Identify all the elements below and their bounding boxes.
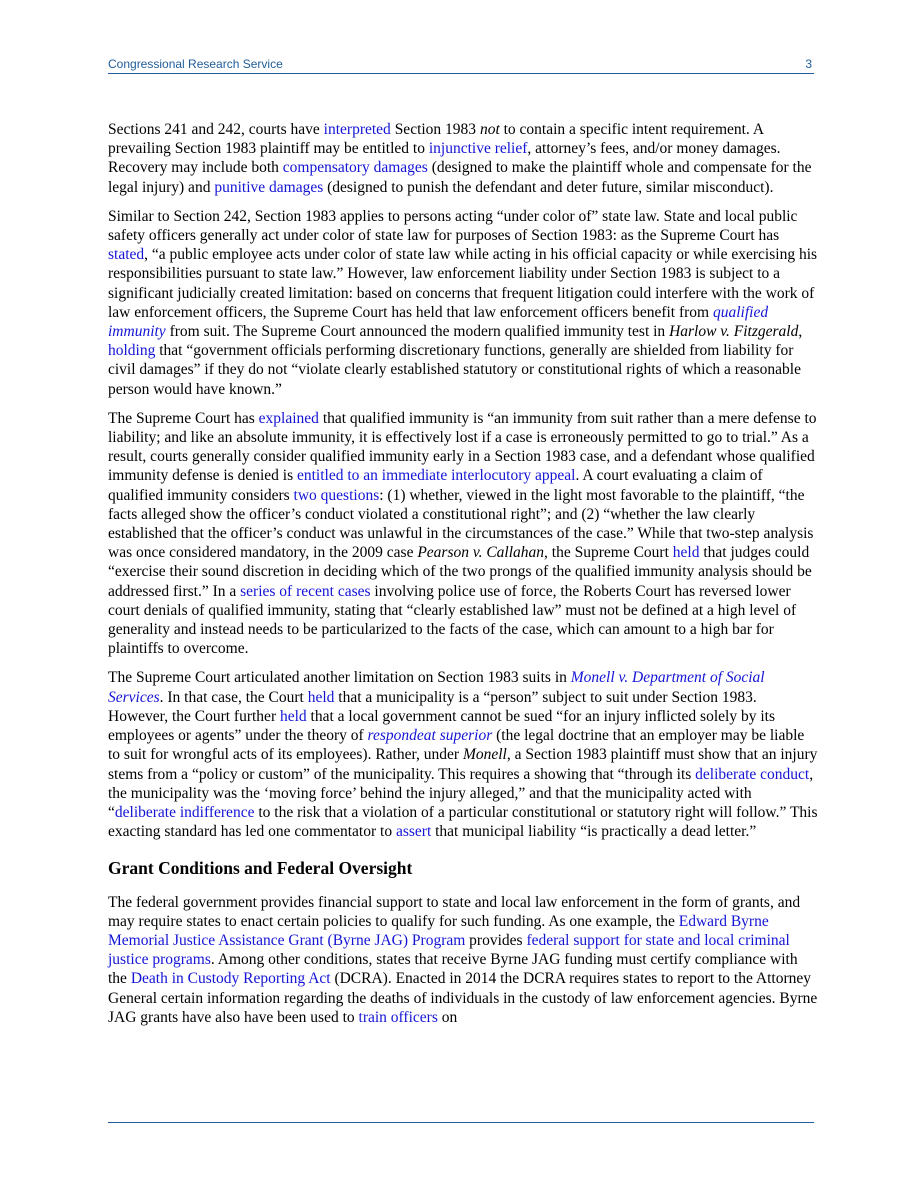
link-byrne-jag[interactable]: Edward Byrne Memorial Justice Assistance Grant (Byrne JAG) Program [108, 912, 769, 949]
header-divider [108, 73, 814, 74]
section-heading: Grant Conditions and Federal Oversight [108, 858, 413, 879]
link-holding[interactable]: holding [108, 342, 156, 360]
link-punitive-damages[interactable]: punitive damages [214, 178, 324, 196]
document-body [108, 120, 818, 1037]
case-harlow: Harlow v. Fitzgerald [669, 323, 799, 341]
paragraph-grants: The federal government provides financial support to state and local law enforcement in the form of grants, and may require states to enact certain policies to qualify for such funding. As one example, the Edward Byrne Memorial Justice Assistance Grant (Byrne JAG) Program provides federal support for state and local criminal justice programs. Among other conditions, states that receive Byrne JAG funding must certify compliance with the Death in Custody Reporting Act (DCRA). Enacted in 2014 the DCRA requires states to report to the Attorney General certain information regarding the deaths of individuals in the custody of law enforcement agencies. Byrne JAG grants have also have been used to train officers on [108, 893, 818, 1026]
paragraph-remedies: Sections 241 and 242, courts have interpreted Section 1983 not to contain a specific intent requirement. A prevailing Section 1983 plaintiff may be entitled to injunctive relief, attorney’s fees, and/or money damages. Recovery may include both compensatory damages (designed to make the plaintiff whole and compensate for the legal injury) and punitive damages (designed to punish the defendant and deter future, similar misconduct). [108, 121, 812, 196]
link-assert[interactable]: assert [395, 823, 432, 841]
page-header [108, 57, 814, 71]
paragraph-monell: The Supreme Court articulated another limitation on Section 1983 suits in Monell v. Department of Social Services. In that case, the Court held that a municipality is a “person” subject to suit under Section 1983. However, the Court further held that a local government cannot be sued “for an injury inflicted solely by its employees or agents” under the theory of respondeat superior (the legal doctrine that an employer may be liable to suit for wrongful acts of its employees). Rather, under Monell, a Section 1983 plaintiff must show that an injury stems from a “policy or custom” of the municipality. This requires a showing that “through its deliberate conduct, the municipality was the ‘moving force’ behind the injury alleged,” and that the municipality acted with “deliberate indifference to the risk that a violation of a particular constitutional or statutory right will follow.” This exacting standard has led one commentator to assert that municipal liability “is practically a dead letter.” [108, 669, 818, 841]
link-qualified-immunity[interactable]: qualified immunity [108, 303, 769, 341]
link-two-questions[interactable]: two questions [293, 486, 380, 504]
link-stated[interactable]: stated [108, 246, 145, 264]
case-monell: Monell [462, 746, 507, 764]
link-dcra[interactable]: Death in Custody Reporting Act [130, 970, 331, 988]
link-interpreted[interactable]: interpreted [323, 121, 391, 138]
link-held[interactable]: held [672, 544, 700, 562]
footer-divider [108, 1122, 814, 1123]
link-held-3[interactable]: held [279, 707, 307, 725]
link-federal-support[interactable]: federal support for state and local criminal justice programs [108, 931, 790, 969]
paragraph-qualified-immunity: The Supreme Court has explained that qualified immunity is “an immunity from suit rather than a mere defense to liability; and like an absolute immunity, it is effectively lost if a case is erroneously permitted to go to trial.” As a result, courts generally consider qualified immunity early in a Section 1983 case, and a defendant whose qualified immunity defense is denied is entitled to an immediate interlocutory appeal. A court evaluating a claim of qualified immunity considers two questions: (1) whether, viewed in the light most favorable to the plaintiff, “the facts alleged show the officer’s conduct violated a constitutional right”; and (2) “whether the law clearly established that the officer’s conduct was unlawful in the circumstances of the case.” While that two-step analysis was once considered mandatory, in the 2009 case Pearson v. Callahan, the Supreme Court held that judges could “exercise their sound discretion in deciding which of the two prongs of the qualified immunity analysis should be addressed first.” In a series of recent cases involving police use of force, the Roberts Court has reversed lower court denials of qualified immunity, stating that “clearly established law” must not be defined at a high level of generality and instead needs to be particularized to the facts of the case, which can amount to a high bar for plaintiffs to overcome. [108, 409, 817, 658]
link-explained[interactable]: explained [258, 409, 319, 427]
paragraph-color-of-law: Similar to Section 242, Section 1983 applies to persons acting “under color of” state law. State and local public safety officers generally act under color of state law for purposes of Section 1983: as the Supreme Court has stated, “a public employee acts under color of state law while acting in his official capacity or while exercising his responsibilities pursuant to state law.” However, law enforcement liability under Section 1983 is subject to a significant judicially created limitation: based on concerns that frequent litigation could interfere with the work of law enforcement officers, the Supreme Court has held that law enforcement officers benefit from qualified immunity from suit. The Supreme Court announced the modern qualified immunity test in Harlow v. Fitzgerald, holding that “government officials performing discretionary functions, generally are shielded from liability for civil damages” if they do not “violate clearly established statutory or constitutional rights of which a reasonable person would have known.” [108, 207, 818, 398]
link-interlocutory-appeal[interactable]: entitled to an immediate interlocutory appeal [296, 467, 576, 485]
link-monell[interactable]: Monell v. Department of Social Services [108, 669, 765, 706]
link-train-officers[interactable]: train officers [358, 1008, 438, 1026]
page-number: 3 [805, 57, 812, 71]
link-held-2[interactable]: held [307, 688, 335, 706]
link-injunctive-relief[interactable]: injunctive relief [428, 140, 528, 158]
link-deliberate-conduct[interactable]: deliberate conduct [695, 765, 810, 783]
link-deliberate-indifference[interactable]: deliberate indifference [114, 803, 255, 821]
link-compensatory-damages[interactable]: compensatory damages [282, 159, 428, 177]
header-title: Congressional Research Service [108, 57, 283, 71]
link-series-of-cases[interactable]: series of recent cases [240, 582, 371, 600]
link-respondeat-superior[interactable]: respondeat superior [367, 727, 493, 745]
case-pearson: Pearson v. Callahan [417, 544, 545, 562]
